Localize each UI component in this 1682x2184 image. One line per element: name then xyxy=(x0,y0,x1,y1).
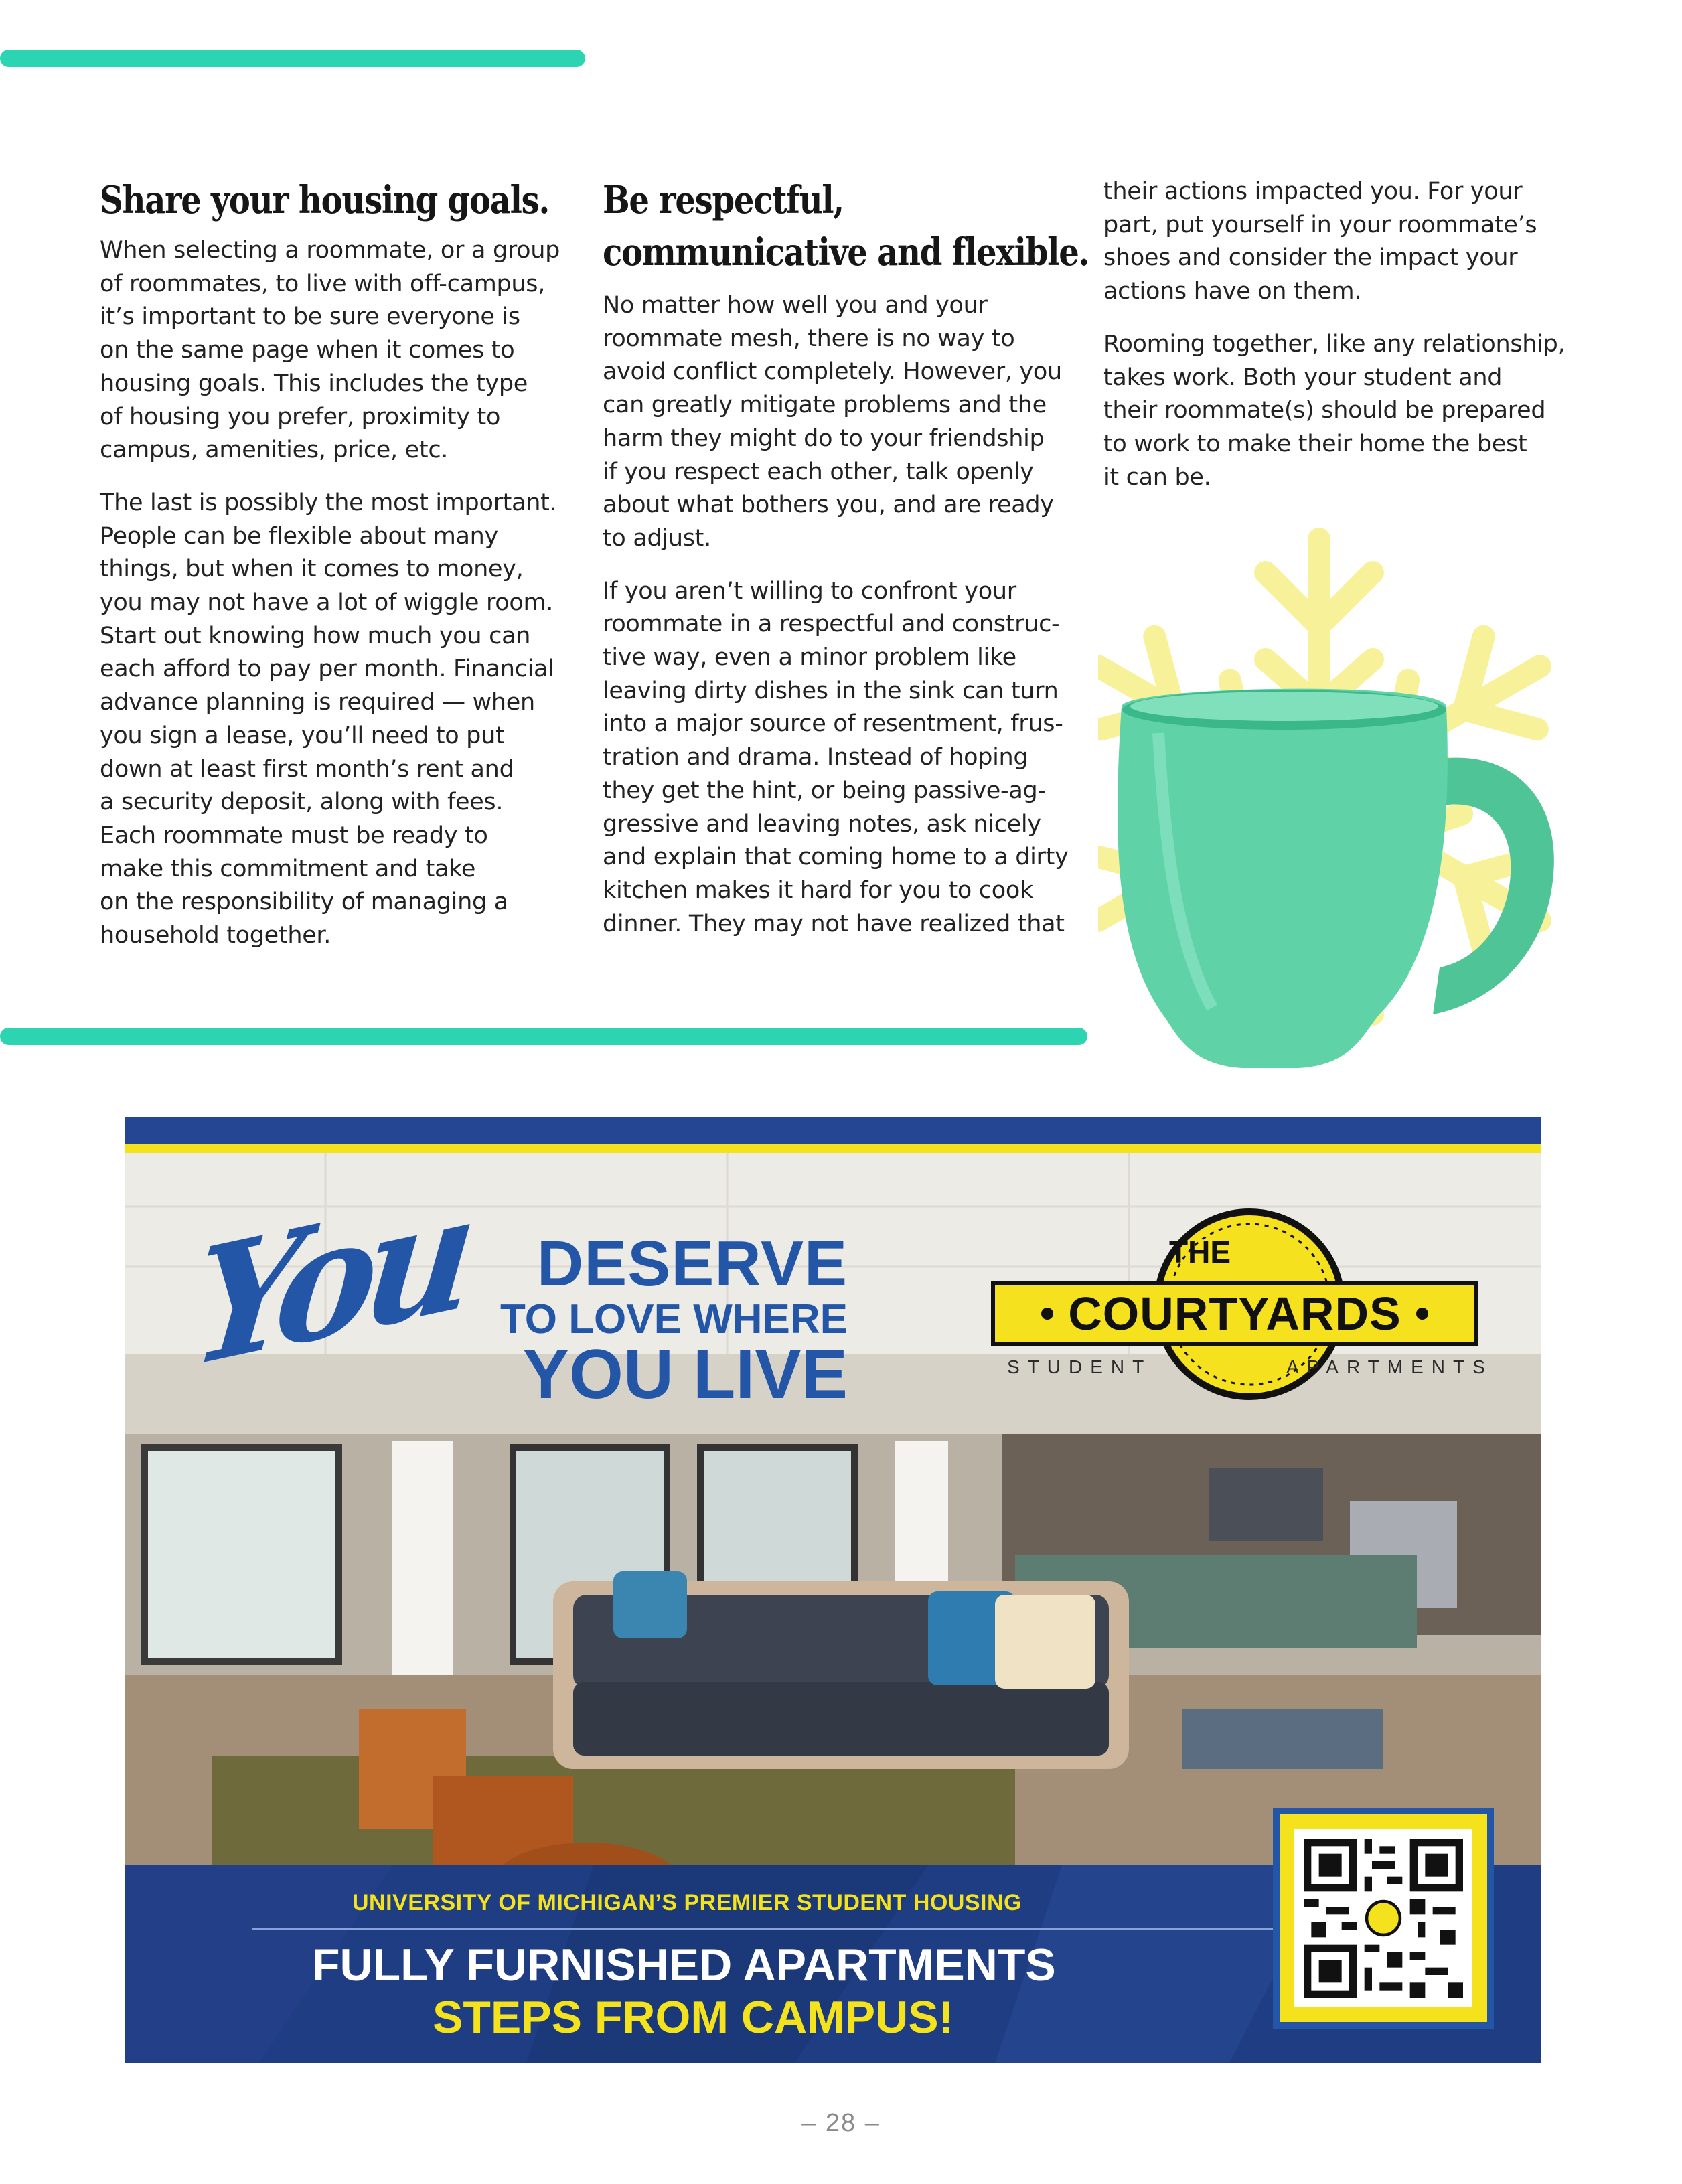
column-housing-goals xyxy=(100,174,568,972)
logo-dot-icon xyxy=(1041,1308,1053,1320)
script-you-text: You xyxy=(184,1158,474,1404)
headline-you-live: YOU LIVE xyxy=(522,1336,848,1413)
paragraph-housing-goals-2: The last is possibly the most important. People can be flexible about many things, but when it comes to money, you may not have a lot of wiggle room. Start out knowing how much you can each afford to pay per month. Financial advance planning is required — when you sign a lease, you’ll need to put down at least first month’s rent and a security deposit, along with fees. Each roommate must be ready to make this commitment and take on the responsibility of managing a household together. xyxy=(100,489,557,949)
logo-name: COURTYARDS xyxy=(1068,1288,1401,1340)
mug-snowflake-illustration xyxy=(1098,479,1580,1108)
paragraph-housing-goals-1: When selecting a roommate, or a group of roommates, to live with off-campus, it’s important to be sure everyone is on the same page when it comes to housing goals. This includes the type of housing you prefer, proximity to campus, amenities, price, etc. xyxy=(100,237,560,464)
ad-tagline: UNIVERSITY OF MICHIGAN’S PREMIER STUDENT HOUSING xyxy=(352,1890,1022,1916)
qr-code[interactable] xyxy=(1273,1808,1494,2029)
courtyards-advertisement[interactable] xyxy=(125,1117,1541,2063)
top-accent-rule xyxy=(0,50,585,67)
paragraph-continued-2: Rooming together, like any relationship, takes work. Both your student and their roommate(s) should be prepared to work to make their home the best it can be. xyxy=(1103,330,1565,491)
logo-dot-icon xyxy=(1416,1308,1428,1320)
ad-big-line-2: STEPS FROM CAMPUS! xyxy=(433,1992,954,2043)
qr-code-icon xyxy=(1304,1839,1463,1998)
ad-big-line-1: FULLY FURNISHED APARTMENTS xyxy=(312,1940,1056,1991)
page-number: – 28 – xyxy=(801,2109,881,2137)
paragraph-respectful-1: No matter how well you and your roommate mesh, there is no way to avoid conflict completely. However, you can greatly mitigate problems and the harm they might do to your friendship if you respect each other, talk openly about what bothers you, and are ready to adjust. xyxy=(603,292,1062,552)
heading-housing-goals: Share your housing goals. xyxy=(100,178,549,222)
ad-top-bar xyxy=(125,1117,1541,1153)
logo-sub-apartments: APARTMENTS xyxy=(1286,1356,1493,1377)
logo-plate xyxy=(991,1281,1478,1346)
ad-divider xyxy=(252,1928,1323,1930)
column-continued xyxy=(1103,175,1586,514)
middle-accent-rule xyxy=(0,1028,1087,1045)
logo-the: THE xyxy=(1169,1235,1231,1269)
column-respectful xyxy=(603,174,1089,960)
paragraph-continued-1: their actions impacted you. For your part, put yourself in your roommate’s shoes and consider the impact your actions have on them. xyxy=(1103,178,1537,305)
headline-love-where: TO LOVE WHERE xyxy=(500,1296,848,1342)
heading-respectful: Be respectful, communicative and flexible. xyxy=(603,178,1089,275)
headline-deserve: DESERVE xyxy=(536,1228,848,1300)
logo-sub-student: STUDENT xyxy=(1007,1356,1152,1377)
paragraph-respectful-2: If you aren’t willing to confront your roommate in a respectful and construc- tive way, even a minor problem like leaving dirty dishes in the sink can turn into a major source of resentment, frus- tration and drama. Instead of hoping they get the hint, or being passive-ag- gressive and leaving notes, ask nicely and explain that coming home to a dirty kitchen makes it hard for you to cook dinner. They may not have realized that xyxy=(603,577,1069,937)
